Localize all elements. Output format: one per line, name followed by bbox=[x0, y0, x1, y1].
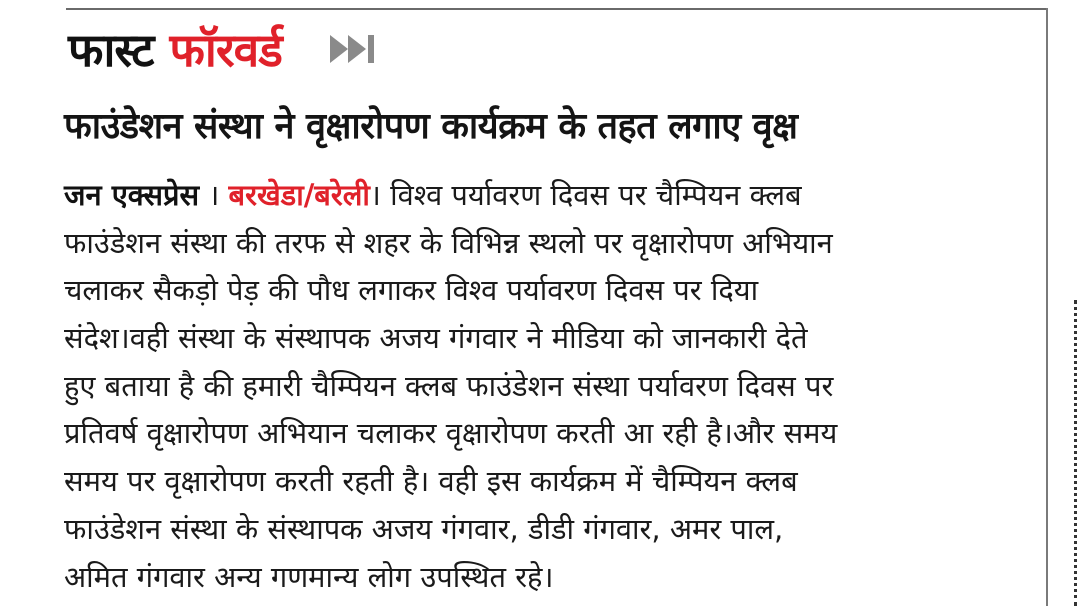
body-line: फाउंडेशन संस्था की तरफ से शहर के विभिन्न स्थलो पर वृक्षारोपण अभियान bbox=[64, 225, 833, 260]
column-border bbox=[1046, 8, 1048, 606]
article-headline: फाउंडेशन संस्था ने वृक्षारोपण कार्यक्रम के तहत लगाए वृक्ष bbox=[64, 106, 798, 147]
article-body bbox=[64, 172, 1044, 601]
top-rule bbox=[66, 8, 1046, 10]
body-line: फाउंडेशन संस्था के संस्थापक अजय गंगवार, डीडी गंगवार, अमर पाल, bbox=[64, 511, 784, 546]
byline-separator: । bbox=[208, 178, 220, 212]
body-line: संदेश।वही संस्था के संस्थापक अजय गंगवार ने मीडिया को जानकारी देते bbox=[64, 321, 808, 356]
masthead-word-fast: फास्ट bbox=[68, 23, 154, 77]
masthead-word-forward: फॉरवर्ड bbox=[169, 23, 282, 77]
section-masthead bbox=[68, 14, 376, 84]
byline-end: । bbox=[369, 178, 381, 212]
body-line: चलाकर सैकड़ो पेड़ की पौध लगाकर विश्व पर्यावरण दिवस पर दिया bbox=[64, 273, 759, 308]
byline-source: जन एक्सप्रेस bbox=[64, 178, 200, 212]
body-line-first bbox=[64, 172, 1044, 220]
body-line: समय पर वृक्षारोपण करती रहती है। वही इस कार्यक्रम में चैम्पियन क्लब bbox=[64, 464, 798, 499]
body-line: प्रतिवर्ष वृक्षारोपण अभियान चलाकर वृक्षारोपण करती आ रही है।और समय bbox=[64, 416, 838, 451]
body-line: अमित गंगवार अन्य गणमान्य लोग उपस्थित रहे। bbox=[64, 559, 554, 594]
byline-place: बरखेडा/बरेली bbox=[228, 178, 370, 212]
fast-forward-icon bbox=[330, 31, 376, 67]
body-line: हुए बताया है की हमारी चैम्पियन क्लब फाउंडेशन संस्था पर्यावरण दिवस पर bbox=[64, 368, 834, 403]
body-line-text: विश्व पर्यावरण दिवस पर चैम्पियन क्लब bbox=[390, 178, 802, 212]
dotted-cut-line bbox=[1074, 300, 1077, 606]
